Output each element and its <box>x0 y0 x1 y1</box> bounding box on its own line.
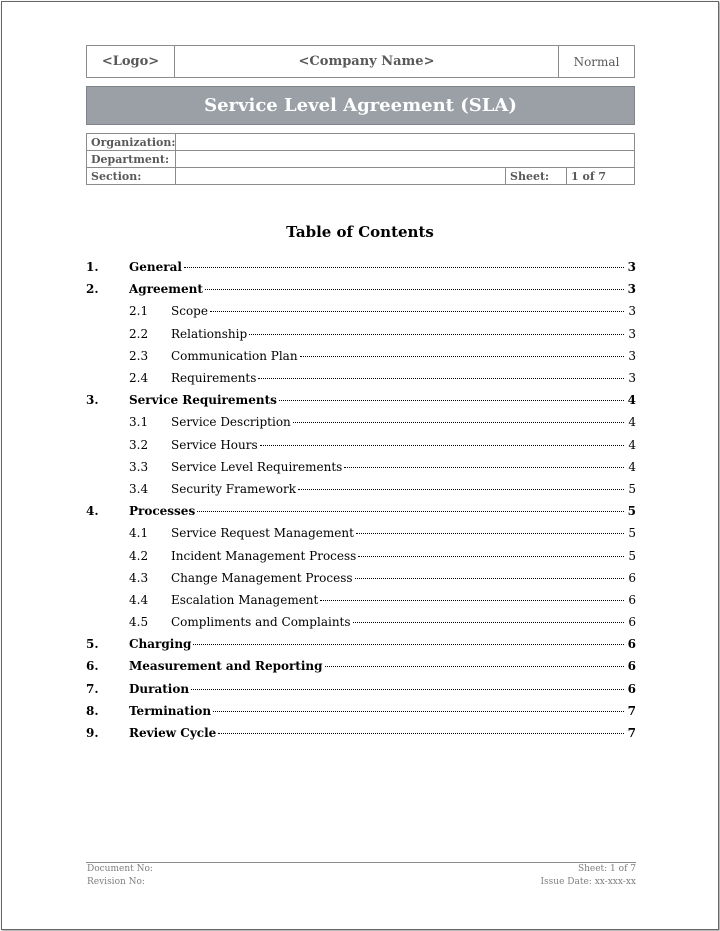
toc-dot-leader <box>205 289 624 290</box>
toc-dot-leader <box>260 445 624 446</box>
sheet-value: 1 of 7 <box>567 168 635 185</box>
toc-entry-page: 7 <box>627 726 636 741</box>
toc-entry-title: Termination <box>129 703 212 718</box>
toc-entry-number: 7. <box>86 681 99 696</box>
toc-entry-title: Review Cycle <box>129 726 217 741</box>
toc-entry-title: Service Requirements <box>129 393 277 408</box>
toc-entry-leader-group <box>129 637 626 651</box>
toc-entry-leader-group <box>171 371 626 385</box>
toc-dot-leader <box>300 356 624 357</box>
toc-entry[interactable] <box>86 345 636 367</box>
organization-label: Organization: <box>87 134 176 151</box>
department-value <box>176 151 635 168</box>
footer-document-no: Document No: <box>87 864 153 874</box>
toc-entry-title: Security Framework <box>171 481 296 496</box>
toc-dot-leader <box>218 733 624 734</box>
toc-entry-number: 6. <box>86 659 99 674</box>
toc-entry[interactable] <box>86 367 636 389</box>
department-label: Department: <box>87 151 176 168</box>
toc-entry-page: 6 <box>627 637 636 652</box>
toc-entry-page: 3 <box>628 348 636 363</box>
toc-entry-leader-group <box>171 615 626 629</box>
section-value <box>176 168 506 185</box>
footer-revision-no: Revision No: <box>87 877 145 887</box>
toc-entry-title: Requirements <box>171 371 257 386</box>
toc-entry[interactable] <box>86 678 636 700</box>
toc-entry[interactable] <box>86 589 636 611</box>
toc-entry-title: Service Hours <box>171 437 258 452</box>
toc-entry-page: 3 <box>627 260 636 275</box>
toc-entry-title: Incident Management Process <box>171 548 357 563</box>
toc-entry[interactable] <box>86 411 636 433</box>
toc-entry[interactable] <box>86 611 636 633</box>
toc-entry-page: 4 <box>627 393 636 408</box>
toc-entry-number: 2.1 <box>129 304 149 319</box>
toc-entry[interactable] <box>86 323 636 345</box>
toc-entry-title: Service Description <box>171 415 291 430</box>
toc-dot-leader <box>197 511 624 512</box>
toc-entry-leader-group <box>171 593 626 607</box>
toc-entry-number: 1. <box>86 260 99 275</box>
toc-entry[interactable] <box>86 278 636 300</box>
toc-dot-leader <box>298 489 624 490</box>
toc-entry-page: 6 <box>628 592 636 607</box>
toc-dot-leader <box>258 378 624 379</box>
toc-dot-leader <box>320 600 624 601</box>
toc-entry-title: Service Request Management <box>171 526 354 541</box>
toc-entry-number: 2.3 <box>129 348 149 363</box>
footer-divider <box>86 862 636 863</box>
toc-entry-leader-group <box>171 571 626 585</box>
toc-entry-leader-group <box>129 282 626 296</box>
toc-entry-leader-group <box>129 260 626 274</box>
toc-entry-number: 4.4 <box>129 592 149 607</box>
toc-entry-number: 2.2 <box>129 326 149 341</box>
toc-entry-title: Charging <box>129 637 192 652</box>
table-of-contents <box>86 256 636 744</box>
toc-entry[interactable] <box>86 456 636 478</box>
toc-entry-leader-group <box>171 415 626 429</box>
toc-entry[interactable] <box>86 544 636 566</box>
toc-entry-leader-group <box>129 659 626 673</box>
toc-dot-leader <box>191 689 624 690</box>
toc-entry-page: 6 <box>628 570 636 585</box>
toc-entry-leader-group <box>171 304 626 318</box>
toc-entry-number: 8. <box>86 703 99 718</box>
toc-entry-leader-group <box>129 393 626 407</box>
toc-entry-leader-group <box>129 704 626 718</box>
toc-entry-title: Communication Plan <box>171 348 298 363</box>
toc-entry-page: 4 <box>628 459 636 474</box>
info-table <box>86 133 635 185</box>
toc-entry-number: 3. <box>86 393 99 408</box>
toc-entry-number: 4. <box>86 504 99 519</box>
toc-entry[interactable] <box>86 567 636 589</box>
toc-entry-page: 5 <box>628 526 636 541</box>
toc-entry-title: Escalation Management <box>171 592 319 607</box>
toc-entry-page: 3 <box>628 304 636 319</box>
toc-entry-page: 7 <box>627 703 636 718</box>
toc-dot-leader <box>344 467 624 468</box>
toc-dot-leader <box>293 422 624 423</box>
toc-entry-page: 4 <box>628 415 636 430</box>
toc-entry-number: 3.2 <box>129 437 149 452</box>
company-name: <Company Name> <box>175 46 559 77</box>
toc-entry-page: 6 <box>627 681 636 696</box>
toc-entry-leader-group <box>171 549 626 563</box>
toc-entry-number: 3.3 <box>129 459 149 474</box>
toc-entry[interactable] <box>86 500 636 522</box>
section-label: Section: <box>87 168 176 185</box>
toc-entry-number: 2.4 <box>129 371 149 386</box>
toc-entry-page: 6 <box>628 615 636 630</box>
toc-entry-page: 5 <box>628 548 636 563</box>
toc-entry-leader-group <box>171 460 626 474</box>
toc-entry-leader-group <box>129 726 626 740</box>
footer-sheet: Sheet: 1 of 7 <box>577 864 636 874</box>
toc-entry-leader-group <box>129 682 626 696</box>
footer-issue-date: Issue Date: xx-xxx-xx <box>540 877 636 887</box>
toc-dot-leader <box>355 578 624 579</box>
document-header <box>86 45 635 78</box>
toc-entry-number: 3.4 <box>129 481 149 496</box>
toc-entry-page: 3 <box>628 326 636 341</box>
toc-title: Table of Contents <box>286 223 434 241</box>
toc-entry-title: Scope <box>171 304 208 319</box>
toc-entry-leader-group <box>171 327 626 341</box>
toc-entry-number: 2. <box>86 282 99 297</box>
toc-entry[interactable] <box>86 655 636 677</box>
toc-entry-page: 3 <box>627 282 636 297</box>
document-title: Service Level Agreement (SLA) <box>86 86 635 125</box>
toc-dot-leader <box>213 711 624 712</box>
toc-entry[interactable] <box>86 700 636 722</box>
toc-entry-page: 6 <box>627 659 636 674</box>
toc-entry-number: 9. <box>86 726 99 741</box>
toc-entry-number: 4.2 <box>129 548 149 563</box>
toc-entry-leader-group <box>171 526 626 540</box>
toc-dot-leader <box>193 644 624 645</box>
toc-entry-page: 5 <box>628 481 636 496</box>
toc-dot-leader <box>184 267 624 268</box>
toc-entry-page: 5 <box>627 504 636 519</box>
toc-entry-title: General <box>129 260 182 275</box>
toc-entry-number: 3.1 <box>129 415 149 430</box>
toc-entry-title: Processes <box>129 504 196 519</box>
toc-dot-leader <box>249 334 624 335</box>
toc-entry-title: Service Level Requirements <box>171 459 343 474</box>
toc-entry[interactable] <box>86 300 636 322</box>
toc-entry-page: 4 <box>628 437 636 452</box>
toc-entry-page: 3 <box>628 371 636 386</box>
toc-entry-number: 5. <box>86 637 99 652</box>
toc-entry[interactable] <box>86 633 636 655</box>
toc-dot-leader <box>356 533 624 534</box>
toc-entry[interactable] <box>86 389 636 411</box>
toc-entry-title: Measurement and Reporting <box>129 659 323 674</box>
toc-dot-leader <box>279 400 624 401</box>
toc-entry[interactable] <box>86 522 636 544</box>
toc-dot-leader <box>325 666 624 667</box>
toc-entry[interactable] <box>86 478 636 500</box>
toc-entry[interactable] <box>86 434 636 456</box>
organization-value <box>176 134 635 151</box>
toc-entry-number: 4.3 <box>129 570 149 585</box>
sheet-label: Sheet: <box>506 168 567 185</box>
toc-entry-number: 4.5 <box>129 615 149 630</box>
toc-entry[interactable] <box>86 722 636 744</box>
toc-entry-title: Compliments and Complaints <box>171 615 351 630</box>
toc-entry-leader-group <box>129 504 626 518</box>
document-status: Normal <box>573 54 620 69</box>
toc-dot-leader <box>210 311 624 312</box>
toc-entry-number: 4.1 <box>129 526 149 541</box>
logo-placeholder: <Logo> <box>87 46 175 77</box>
toc-entry-title: Duration <box>129 681 190 696</box>
toc-entry-title: Change Management Process <box>171 570 353 585</box>
toc-entry-title: Relationship <box>171 326 248 341</box>
toc-entry-leader-group <box>171 349 626 363</box>
toc-dot-leader <box>353 622 624 623</box>
toc-entry-leader-group <box>171 438 626 452</box>
toc-dot-leader <box>358 556 624 557</box>
toc-entry[interactable] <box>86 256 636 278</box>
toc-entry-leader-group <box>171 482 626 496</box>
toc-entry-title: Agreement <box>129 282 203 297</box>
